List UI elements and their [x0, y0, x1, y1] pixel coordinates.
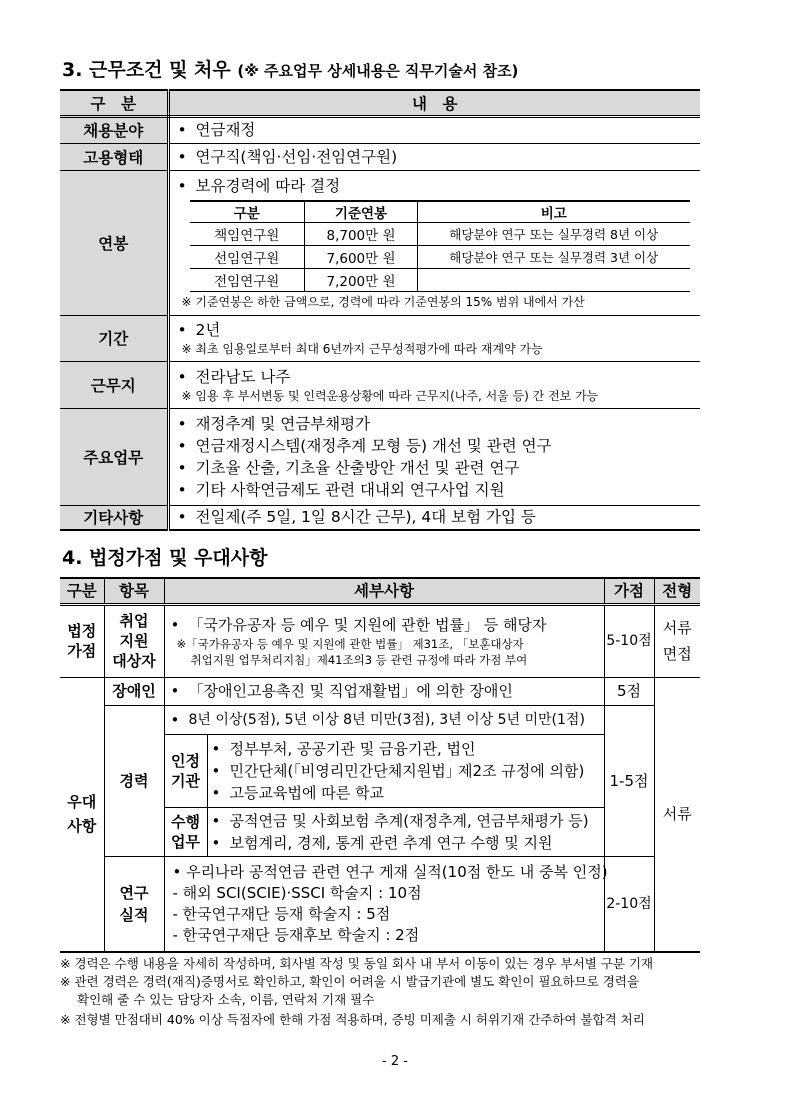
research-line: - 한국연구재단 등재후보 학술지 : 2점 — [172, 925, 420, 944]
row-research — [60, 856, 700, 952]
footnote: 확인해 줄 수 있는 담당자 소속, 이름, 연락처 기재 필수 — [77, 992, 375, 1007]
list-item: • 공적연금 및 사회보험 추계(재정추계, 연금부채평가 등) — [211, 811, 589, 830]
legal-bonus-points: 5-10점 — [604, 604, 654, 677]
legal-bonus-item: 취업 지원 대상자 — [104, 604, 164, 677]
page-number: - 2 - — [382, 1054, 408, 1069]
salary-note: 해당분야 연구 또는 실무경력 3년 이상 — [418, 246, 690, 269]
salary-amount: 7,600만 원 — [305, 246, 418, 269]
footnote: ※ 전형별 만점대비 40% 이상 득점자에 한해 가점 적용하며, 증빙 미제출 시 허위기재 간주하여 불합격 처리 — [60, 1012, 645, 1027]
label-recruit-field: 채용분야 — [60, 116, 168, 143]
salary-rank: 전임연구원 — [190, 269, 305, 292]
salary-row — [190, 269, 690, 292]
list-item: • 정부부처, 공공기관 및 금융기관, 법인 — [211, 739, 476, 758]
career-points: 1-5점 — [604, 705, 654, 856]
preference-category: 우대 사항 — [60, 677, 104, 952]
period-value: 2년 — [195, 321, 221, 339]
legal-bonus-stage: 서류 면접 — [654, 604, 700, 677]
section-3-subtitle: (※ 주요업무 상세내용은 직무기술서 참조) — [237, 62, 519, 80]
disabled-item: 장애인 — [104, 677, 164, 705]
bonus-preference-table — [60, 577, 700, 953]
header-detail: 세부사항 — [164, 578, 604, 604]
salary-rank: 선임연구원 — [190, 246, 305, 269]
label-location: 근무지 — [60, 361, 168, 408]
salary-amount: 7,200만 원 — [305, 269, 418, 292]
work-scope-label: 수행 업무 — [165, 807, 208, 856]
disabled-text: 「장애인고용촉진 및 직업재활법」에 의한 장애인 — [188, 682, 513, 700]
recruit-field-value: 연금재정 — [195, 121, 256, 139]
salary-head-base: 기준연봉 — [305, 201, 418, 223]
period-note: ※ 최초 임용일로부터 최대 6년까지 근무성적평가에 따라 재계약 가능 — [181, 342, 543, 356]
row-duties — [60, 408, 700, 505]
row-etc: 기타사항 • 전일제(주 5일, 1일 8시간 근무), 4대 보험 가입 등 — [60, 505, 700, 530]
list-item: • 재정추계 및 연금부채평가 — [177, 414, 371, 433]
list-item: • 민간단체(｢비영리민간단체지원법｣ 제2조 규정에 의함) — [211, 761, 585, 780]
location-note: ※ 임용 후 부서변동 및 인력운용상황에 따라 근무지(나주, 서울 등) 간 전보 가능 — [181, 388, 599, 403]
career-detail-table — [165, 735, 604, 856]
table-header-row — [60, 90, 700, 116]
footnote: ※ 경력은 수행 내용을 자세히 작성하며, 회사별 작성 및 동일 회사 내 부서 이동이 있는 경우 부서별 구분 기재 — [60, 956, 654, 971]
row-salary: 연봉 • 보유경력에 따라 결정 구분 기준연봉 비고 책임연구원 8,700만 원 해당분야 연구 또는 실무경력 8년 이상 선임연구원 7,600만 원 해당분야 연구 또는 실무경력 3년 이상 전임연구원 7,200만 원 ※ 기준연봉은 하한 금액으로, 경력에 따라 기준연봉의 15% 범위 내에서 가산 — [60, 170, 700, 315]
career-summary: 8년 이상(5점), 5년 이상 8년 미만(3점), 3년 이상 5년 미만(1점) — [188, 711, 585, 728]
research-item: 연구 실적 — [104, 856, 164, 952]
table-header-row — [60, 578, 700, 604]
label-salary: 연봉 — [60, 170, 168, 315]
salary-table-header — [190, 201, 690, 223]
row-career: 경력 • 8년 이상(5점), 5년 이상 8년 미만(3점), 3년 이상 5년 미만(1점) 인정 기관 • 정부부처, 공공기관 및 금융기관, 법인 • 민간단체(｢비영리민간단체지원법｣ 제2조 규정에 의함) • 고등교육법에 따른 학교 수행 업무 • 공적연금 및 사회보험 추계(재정추계, 연금부채평가 등) • 보험계리, 경제, 통계 관련 추계 연구 수행 및 지원 1-5점 — [60, 705, 700, 856]
salary-head-note: 비고 — [418, 201, 690, 223]
row-recruit-field: 채용분야 • 연금재정 — [60, 116, 700, 143]
etc-value: 전일제(주 5일, 1일 8시간 근무), 4대 보험 가입 등 — [195, 508, 536, 527]
legal-bonus-category: 법정 가점 — [60, 604, 104, 677]
research-line: • 우리나라 공적연금 관련 연구 게재 실적(10점 한도 내 중복 인정) — [172, 862, 608, 881]
salary-row — [190, 246, 690, 269]
header-content: 내 용 — [168, 90, 700, 116]
legal-bonus-note-2: 취업지원 업무처리지침」제41조의3 등 관련 규정에 따라 가점 부여 — [190, 653, 528, 667]
label-duties: 주요업무 — [60, 408, 168, 505]
list-item: • 기초율 산출, 기초율 산출방안 개선 및 관련 연구 — [177, 458, 520, 477]
research-points: 2-10점 — [604, 856, 654, 952]
salary-head-type: 구분 — [190, 201, 305, 223]
salary-note: 해당분야 연구 또는 실무경력 8년 이상 — [418, 223, 690, 246]
salary-table — [190, 200, 690, 292]
legal-bonus-note-1: ※「국가유공자 등 예우 및 지원에 관한 법률」 제31조, 「보훈대상자 — [176, 637, 524, 651]
list-item: • 고등교육법에 따른 학교 — [211, 783, 384, 802]
career-item: 경력 — [104, 705, 164, 856]
research-line: - 한국연구재단 등재 학술지 : 5점 — [172, 904, 391, 923]
row-employment-type: 고용형태 • 연구직(책임·선임·전임연구원) — [60, 143, 700, 170]
legal-bonus-text: 「국가유공자 등 예우 및 지원에 관한 법률」 등 해당자 — [188, 616, 547, 634]
preference-stage: 서류 — [654, 677, 700, 952]
employment-type-value: 연구직(책임·선임·전임연구원) — [195, 147, 398, 166]
salary-note — [418, 269, 690, 292]
footnote: ※ 관련 경력은 경력(재직)증명서로 확인하고, 확인이 어려울 시 발급기관에 별도 확인이 필요하므로 경력을 — [60, 974, 640, 989]
row-disabled: 우대 사항 장애인 • 「장애인고용촉진 및 직업재활법」에 의한 장애인 5점 서류 — [60, 677, 700, 705]
label-period: 기간 — [60, 315, 168, 361]
row-period: 기간 • 2년 ※ 최초 임용일로부터 최대 6년까지 근무성적평가에 따라 재계약 가능 — [60, 315, 700, 361]
work-conditions-table — [60, 89, 700, 531]
location-value: 전라남도 나주 — [195, 367, 291, 386]
research-line: - 해외 SCI(SCIE)·SSCI 학술지 : 10점 — [172, 883, 422, 902]
list-item: • 연금재정시스템(재정추계 모형 등) 개선 및 관련 연구 — [177, 436, 552, 455]
label-etc: 기타사항 — [60, 505, 168, 530]
header-item: 항목 — [104, 578, 164, 604]
recognized-inst-label: 인정 기관 — [165, 735, 208, 808]
list-item: • 기타 사학연금제도 관련 대내외 연구사업 지원 — [177, 480, 505, 499]
header-category: 구분 — [60, 578, 104, 604]
header-category: 구 분 — [60, 90, 168, 116]
list-item: • 보험계리, 경제, 통계 관련 추계 연구 수행 및 지원 — [211, 833, 553, 852]
section-3-heading: 3. 근무조건 및 처우 (※ 주요업무 상세내용은 직무기술서 참조) — [62, 59, 519, 81]
salary-amount: 8,700만 원 — [305, 223, 418, 246]
salary-row — [190, 223, 690, 246]
row-location: 근무지 • 전라남도 나주 ※ 임용 후 부서변동 및 인력운용상황에 따라 근무지(나주, 서울 등) 간 전보 가능 — [60, 361, 700, 408]
salary-note-text: ※ 기준연봉은 하한 금액으로, 경력에 따라 기준연봉의 15% 범위 내에서 가산 — [181, 295, 585, 309]
row-legal-bonus: 법정 가점 취업 지원 대상자 • 「국가유공자 등 예우 및 지원에 관한 법률」 등 해당자 ※「국가유공자 등 예우 및 지원에 관한 법률」 제31조, 「보훈대상자 취업지원 업무처리지침」제41조의3 등 관련 규정에 따라 가점 부여 5-10점 서류 면접 — [60, 604, 700, 677]
header-stage: 전형 — [654, 578, 700, 604]
disabled-points: 5점 — [604, 677, 654, 705]
salary-rank: 책임연구원 — [190, 223, 305, 246]
header-points: 가점 — [604, 578, 654, 604]
section-4-heading: 4. 법정가점 및 우대사항 — [62, 547, 268, 569]
salary-basis: 보유경력에 따라 결정 — [195, 177, 341, 195]
label-employment-type: 고용형태 — [60, 143, 168, 170]
